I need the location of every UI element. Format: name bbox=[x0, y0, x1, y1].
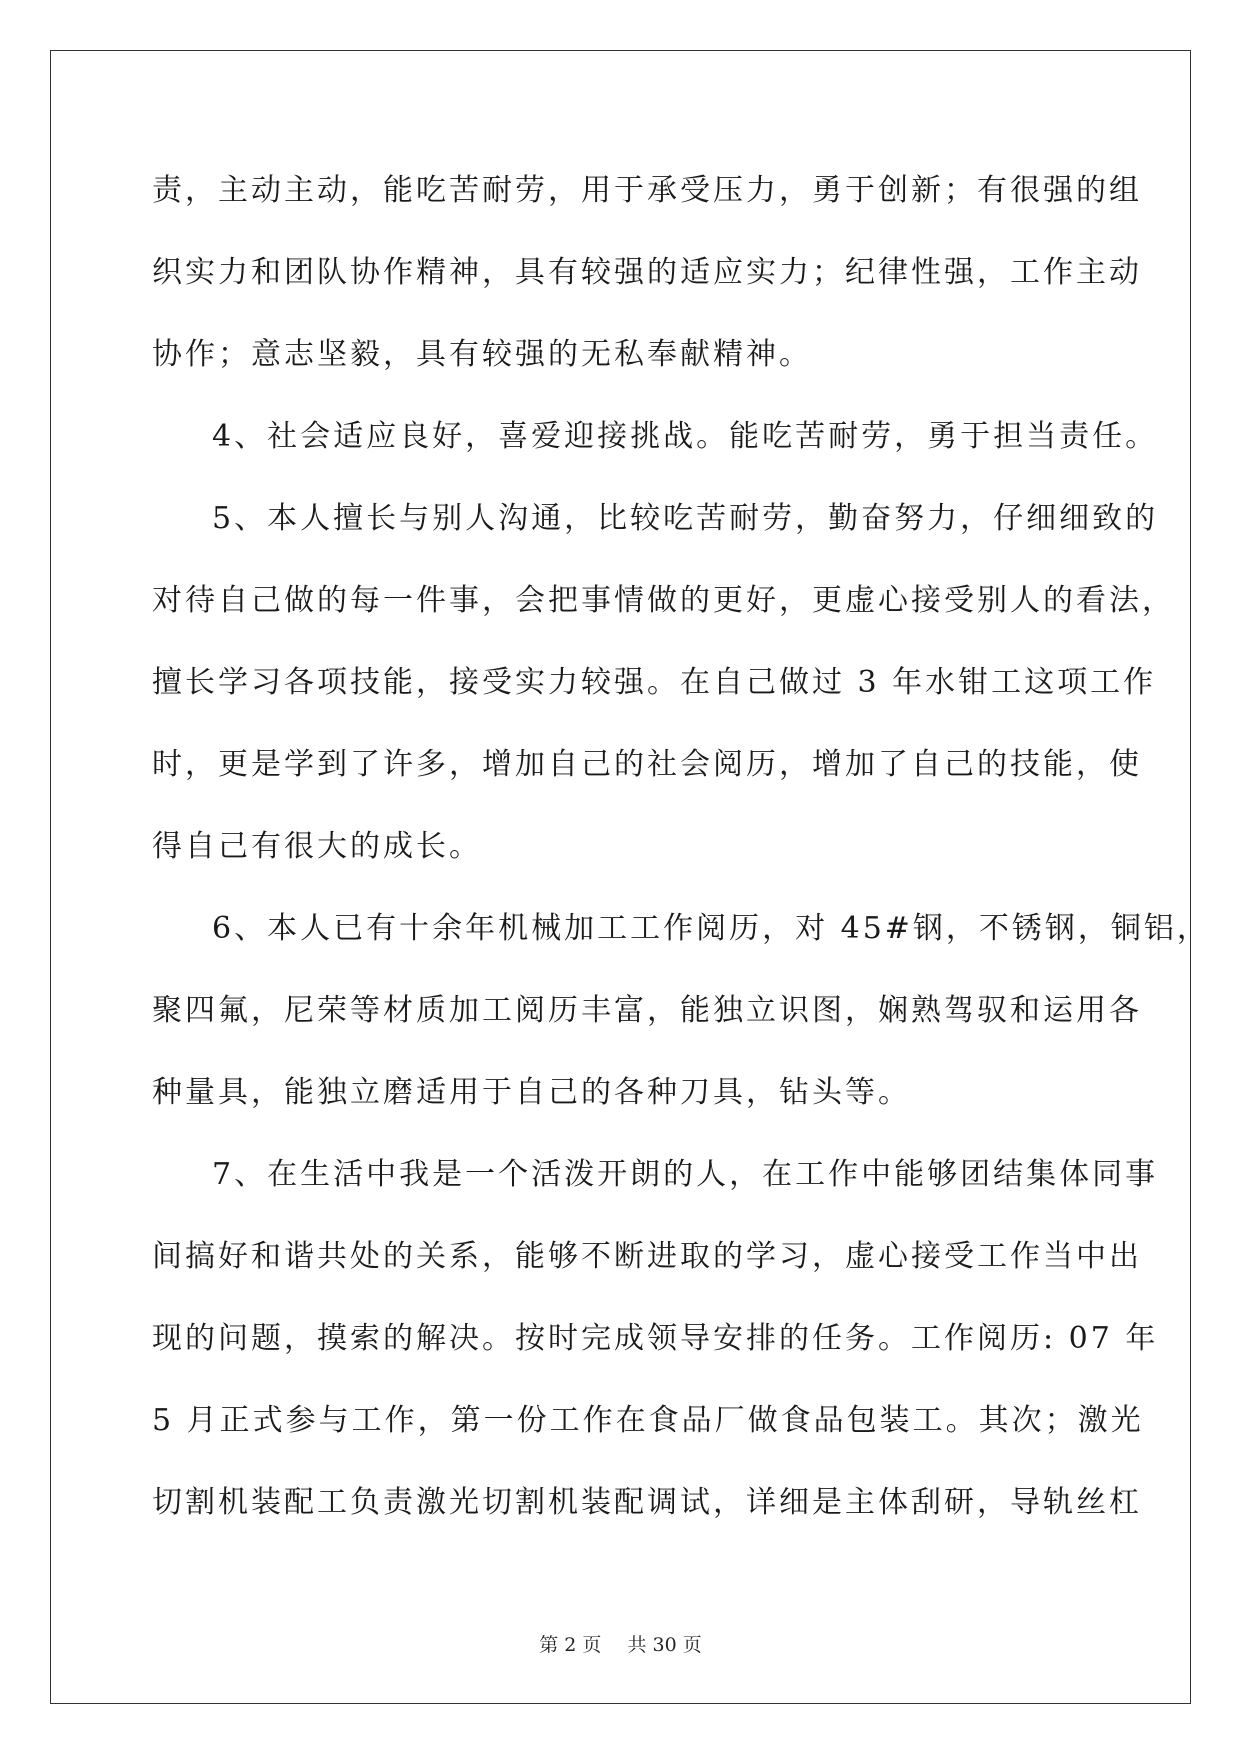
text-line: 聚四氟，尼荣等材质加工阅历丰富，能独立识图，娴熟驾驭和运用各 bbox=[152, 993, 1142, 1028]
text-line: 对待自己做的每一件事，会把事情做的更好，更虚心接受别人的看法， bbox=[152, 583, 1175, 618]
text-line: 切割机装配工负责激光切割机装配调试，详细是主体刮研，导轨丝杠 bbox=[152, 1485, 1142, 1520]
text-line: 得自己有很大的成长。 bbox=[152, 829, 482, 864]
paragraph-item-7 bbox=[152, 1134, 1159, 1544]
text-line: 6、本人已有十余年机械加工工作阅历，对 45#钢，不锈钢，铜铝， bbox=[212, 911, 1210, 946]
text-line: 5、本人擅长与别人沟通，比较吃苦耐劳，勤奋努力，仔细细致的 bbox=[212, 501, 1159, 536]
document-body bbox=[152, 150, 1210, 1544]
paragraph-1 bbox=[152, 150, 1142, 396]
text-line: 时，更是学到了许多，增加自己的社会阅历，增加了自己的技能，使 bbox=[152, 747, 1142, 782]
paragraph-item-5 bbox=[152, 478, 1175, 888]
paragraph-item-4 bbox=[152, 396, 1159, 478]
page-number: 第 2 页 bbox=[539, 1634, 602, 1656]
text-line: 7、在生活中我是一个活泼开朗的人，在工作中能够团结集体同事 bbox=[212, 1157, 1159, 1192]
page-total: 共 30 页 bbox=[627, 1634, 702, 1656]
page-footer bbox=[0, 1630, 1241, 1657]
text-line: 5 月正式参与工作，第一份工作在食品厂做食品包装工。其次；激光 bbox=[152, 1403, 1144, 1438]
paragraph-item-6 bbox=[152, 888, 1210, 1134]
text-line: 责，主动主动，能吃苦耐劳，用于承受压力，勇于创新；有很强的组 bbox=[152, 173, 1142, 208]
text-line: 织实力和团队协作精神，具有较强的适应实力；纪律性强，工作主动 bbox=[152, 255, 1142, 290]
text-line: 4、社会适应良好，喜爱迎接挑战。能吃苦耐劳，勇于担当责任。 bbox=[212, 419, 1159, 454]
text-line: 协作；意志坚毅，具有较强的无私奉献精神。 bbox=[152, 337, 812, 372]
text-line: 间搞好和谐共处的关系，能够不断进取的学习，虚心接受工作当中出 bbox=[152, 1239, 1142, 1274]
text-line: 现的问题，摸索的解决。按时完成领导安排的任务。工作阅历: 07 年 bbox=[152, 1321, 1159, 1356]
text-line: 擅长学习各项技能，接受实力较强。在自己做过 3 年水钳工这项工作 bbox=[152, 665, 1157, 700]
text-line: 种量具，能独立磨适用于自己的各种刀具，钻头等。 bbox=[152, 1075, 911, 1110]
